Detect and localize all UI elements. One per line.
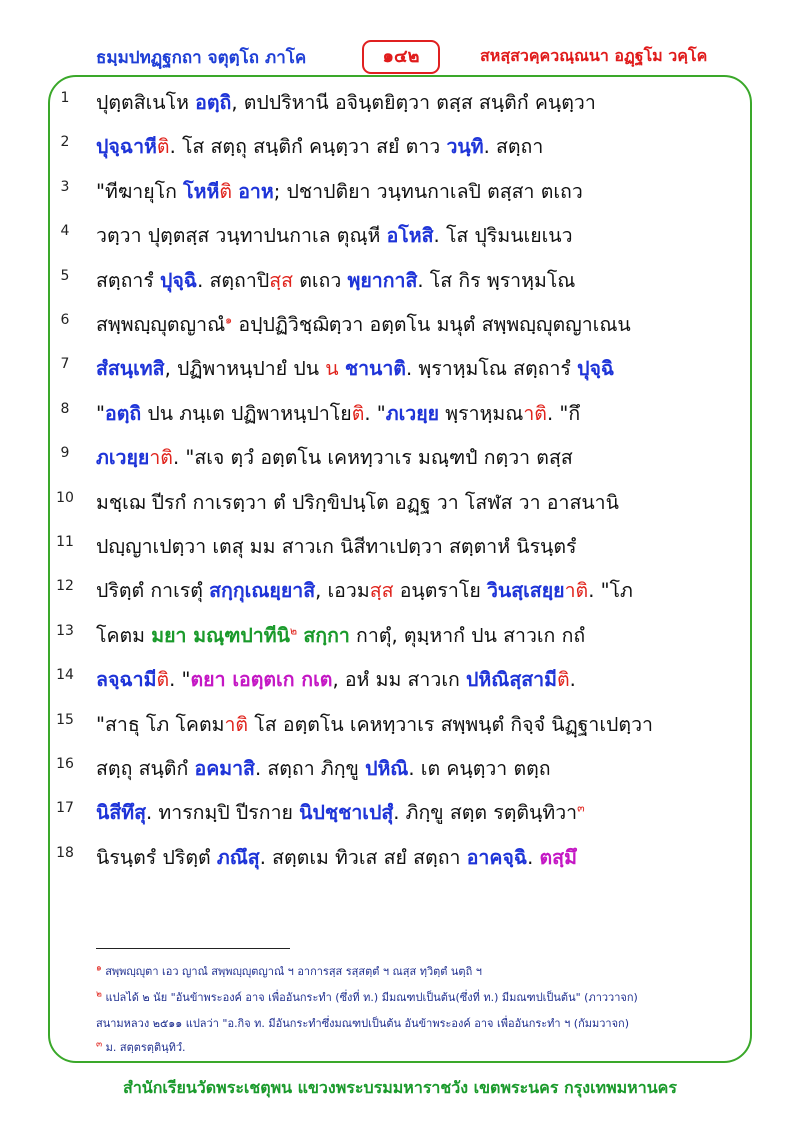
text-segment: าติ [224, 713, 249, 736]
text-segment: อาคจฺฉิ [466, 846, 528, 869]
text-segment: โคตม [96, 624, 152, 647]
text-line [96, 488, 726, 518]
line-number: 4 [60, 223, 70, 239]
text-segment: ตยา เอตฺตเก กเต [190, 668, 333, 691]
text-segment: นิรนฺตรํ ปริตฺตํ [96, 846, 217, 869]
text-segment: "ทีฆายุโก [96, 180, 184, 203]
line-number: 8 [60, 401, 70, 417]
text-segment: ภเวยฺย [385, 402, 440, 425]
text-segment: . โส สตฺถุ สนฺติกํ คนฺตฺวา สยํ ตาว [169, 135, 447, 158]
line-number: 12 [56, 578, 74, 594]
text-segment: ติ [156, 135, 170, 158]
page-number: ๑๔๒ [382, 46, 420, 67]
line-number: 13 [56, 623, 74, 639]
footnote-mark: ๓ [96, 1039, 103, 1050]
text-segment: . เต คนฺตฺวา ตตฺถ [408, 757, 551, 780]
text-segment: าติ [564, 579, 589, 602]
line-number: 2 [60, 134, 70, 150]
text-segment: . สตฺถา ภิกฺขู [254, 757, 366, 780]
text-segment: , ตปปริหานี อจินฺตยิตฺวา ตสฺส สนฺติกํ คนฺตฺวา [231, 91, 596, 114]
text-segment: ติ [351, 402, 365, 425]
footer-text: สำนักเรียนวัดพระเชตุพน แขวงพระบรมมหาราชวัง เขตพระนคร กรุงเทพมหานคร [123, 1078, 677, 1097]
text-line [96, 221, 726, 251]
text-line [96, 177, 726, 207]
text-line [96, 354, 726, 384]
text-segment: พฺราหฺมณ [439, 402, 524, 425]
text-segment: วินสฺเสยฺย [486, 579, 565, 602]
text-line [96, 621, 726, 651]
text-segment: . ทารกมฺปิ ปีรกาย [146, 801, 300, 824]
text-segment: . สตฺถาปิ [197, 269, 270, 292]
footnote-mark: ๑ [96, 963, 102, 974]
text-segment: ติ [156, 668, 170, 691]
text-segment: ชานาติ [344, 357, 406, 380]
header-left-title: ธมฺมปทฏฺฐกถา จตุตฺโถ ภาโค [96, 48, 307, 68]
line-number: 17 [56, 800, 74, 816]
text-segment: . สตฺถา [483, 135, 544, 158]
text-segment: าติ [523, 402, 547, 425]
text-segment: ตเถว [293, 269, 348, 292]
text-segment: . โส กิร พฺราหฺมโณ [417, 269, 576, 292]
text-segment: ปญฺญาเปตฺวา เตสุ มม สาวเก นิสีทาเปตฺวา สตฺตาหํ นิรนฺตรํ [96, 535, 577, 558]
line-number: 14 [56, 667, 74, 683]
footnote-3 [96, 1040, 736, 1056]
text-segment: . "สเจ ตฺวํ อตฺตโน เคหทฺวาเร มณฺฑปํ กตฺวา ตสฺส [172, 446, 573, 469]
text-line [96, 266, 726, 296]
text-segment: . โส ปุริมนเยเนว [433, 224, 573, 247]
text-segment: สฺส [269, 269, 294, 292]
text-segment: ปหิณิ [365, 757, 409, 780]
line-number: 15 [56, 712, 74, 728]
text-segment: ภเวยฺย [96, 446, 150, 469]
footnote-mark: ๒ [96, 989, 102, 1000]
text-line [96, 532, 726, 562]
text-segment: วนฺทิ [446, 135, 484, 158]
footnote-1 [96, 964, 736, 980]
footnote-rule [96, 948, 290, 949]
line-number: 3 [60, 179, 70, 195]
text-line [96, 798, 726, 828]
line-number: 7 [60, 356, 70, 372]
footnote-text: สนามหลวง ๒๕๑๑ แปลว่า "อ.กิจ ท. มีอันกระทำซึ่งมณฑปเป็นต้น อันข้าพระองค์ อาจ เพื่ออันกระทำ ฯ (กัมมวาจก) [96, 1017, 629, 1030]
text-segment: าติ [149, 446, 173, 469]
text-segment: , เอวม [315, 579, 370, 602]
page-number-box [362, 40, 440, 74]
footnote-text: แปลได้ ๒ นัย "อันข้าพระองค์ อาจ เพื่ออันกระทำ (ซึ่งที่ ท.) มีมณฑปเป็นต้น(ซึ่งที่ ท.) มีมณฑปเป็นต้น" (ภาววาจก) [105, 991, 638, 1004]
text-segment: สกฺกา [303, 624, 350, 647]
text-segment: , อหํ มม สาวเก [332, 668, 466, 691]
text-segment: โหหี [183, 180, 220, 203]
text-segment: ปริตฺตํ กาเรตุํ [96, 579, 210, 602]
text-segment: ตสฺมึ [539, 846, 577, 869]
text-segment: "สาธุ โภ โคตม [96, 713, 225, 736]
text-segment: วตฺวา ปุตฺตสฺส วนฺทาปนกาเล ตุณฺหี [96, 224, 387, 247]
text-segment: ปุตฺตสิเนโห [96, 91, 196, 114]
footnote-text: สพฺพญฺญุตา เอว ญาณํ สพฺพญฺญุตญาณํ ฯ อาการสฺส รสฺสตฺตํ ฯ ณสฺส ทฺวิตฺตํ นตฺถิ ฯ [105, 965, 482, 978]
text-segment: อโหสิ [386, 224, 434, 247]
text-segment: . สตฺตเม ทิวเส สยํ สตฺถา [259, 846, 467, 869]
text-segment: . [569, 668, 576, 691]
text-segment: ปุจฺฉาหี [96, 135, 157, 158]
text-segment: ปหิณิสฺสามี [466, 668, 557, 691]
text-segment: สํสนฺเทสิ [96, 357, 165, 380]
text-segment: สตฺถุ สนฺติกํ [96, 757, 195, 780]
text-line [96, 665, 726, 695]
text-segment: อนฺตราโย [393, 579, 487, 602]
text-segment: ลจฺฉามี [96, 668, 157, 691]
text-segment: นิสีทึสุ [96, 801, 146, 824]
text-segment: อาห [238, 180, 274, 203]
text-segment: . ภิกฺขู สตฺต รตฺตินฺทิวา [393, 801, 578, 824]
line-number: 11 [56, 534, 74, 550]
text-segment: . " [169, 668, 191, 691]
text-segment: . พฺราหฺมโณ สตฺถารํ [405, 357, 578, 380]
text-segment: ปุจฺฉิ [160, 269, 198, 292]
text-segment: ติ [556, 668, 570, 691]
line-number: 10 [56, 490, 74, 506]
text-line [96, 754, 726, 784]
text-segment: ติ [219, 180, 233, 203]
text-segment: อปฺปฏิวิชฺฌิตฺวา อตฺตโน มนุตํ สพฺพญฺญุตญาเณน [232, 313, 631, 336]
header-right-title: สหสฺสวคฺควณฺณนา อฏฺฐโม วคฺโค [480, 46, 708, 65]
text-segment: สพฺพญฺญุตญาณํ [96, 313, 226, 336]
line-number: 18 [56, 845, 74, 861]
text-line [96, 710, 726, 740]
line-number: 6 [60, 312, 70, 328]
text-line [96, 443, 726, 473]
text-segment: มชฺเฌ ปีรกํ กาเรตฺวา ตํ ปริกฺขิปนฺโต อฏฺฐ วา โสฬส วา อาสนานิ [96, 491, 619, 514]
text-line [96, 576, 726, 606]
footnote-text: ม. สตฺตรตฺตินฺทิวํ. [105, 1041, 186, 1054]
text-segment: น [325, 357, 339, 380]
text-segment: มยา มณฺฑปาทีนิ [151, 624, 290, 647]
text-segment: โส อตฺตโน เคหทฺวาเร สพฺพนฺตํ กิจฺจํ นิฏฺฐาเปตฺวา [248, 713, 653, 736]
text-segment: ปน ภนฺเต ปฏิพาหนฺปาโย [141, 402, 352, 425]
text-segment: . "กึ [546, 402, 581, 425]
text-segment: . "โภ [588, 579, 633, 602]
footnote-ref: ๓ [577, 801, 585, 815]
text-segment: สฺส [369, 579, 394, 602]
text-segment: สกฺกุเณยฺยาสิ [209, 579, 316, 602]
text-line [96, 132, 726, 162]
text-segment: อตฺถิ [195, 91, 232, 114]
text-line [96, 88, 726, 118]
footnote-ref: ๑ [225, 313, 233, 327]
footnote-2-cont [96, 1016, 736, 1032]
text-segment: . [527, 846, 540, 869]
footnote-2 [96, 990, 736, 1006]
text-segment: อคมาสิ [194, 757, 255, 780]
text-segment: . " [364, 402, 386, 425]
line-number: 16 [56, 756, 74, 772]
text-segment: พฺยากาสิ [347, 269, 418, 292]
text-segment: ภณึสุ [216, 846, 260, 869]
line-number: 1 [60, 90, 70, 106]
text-segment: ; ปชาปติยา วนฺทนกาเลปิ ตสฺสา ตเถว [273, 180, 583, 203]
text-line [96, 399, 726, 429]
text-segment: ปุจฺฉิ [577, 357, 615, 380]
text-line [96, 310, 726, 340]
text-segment: สตฺถารํ [96, 269, 160, 292]
line-number: 5 [60, 268, 70, 284]
text-segment: นิปชฺชาเปสุํ [299, 801, 394, 824]
text-line [96, 843, 726, 873]
line-number: 9 [60, 445, 70, 461]
text-segment: อตฺถิ [104, 402, 142, 425]
text-segment: , ปฏิพาหนฺปายํ ปน [164, 357, 326, 380]
footnote-ref: ๒ [289, 624, 298, 638]
text-segment: กาตุํ, ตุมฺหากํ ปน สาวเก กถํ [349, 624, 586, 647]
text-segment: " [96, 402, 105, 425]
